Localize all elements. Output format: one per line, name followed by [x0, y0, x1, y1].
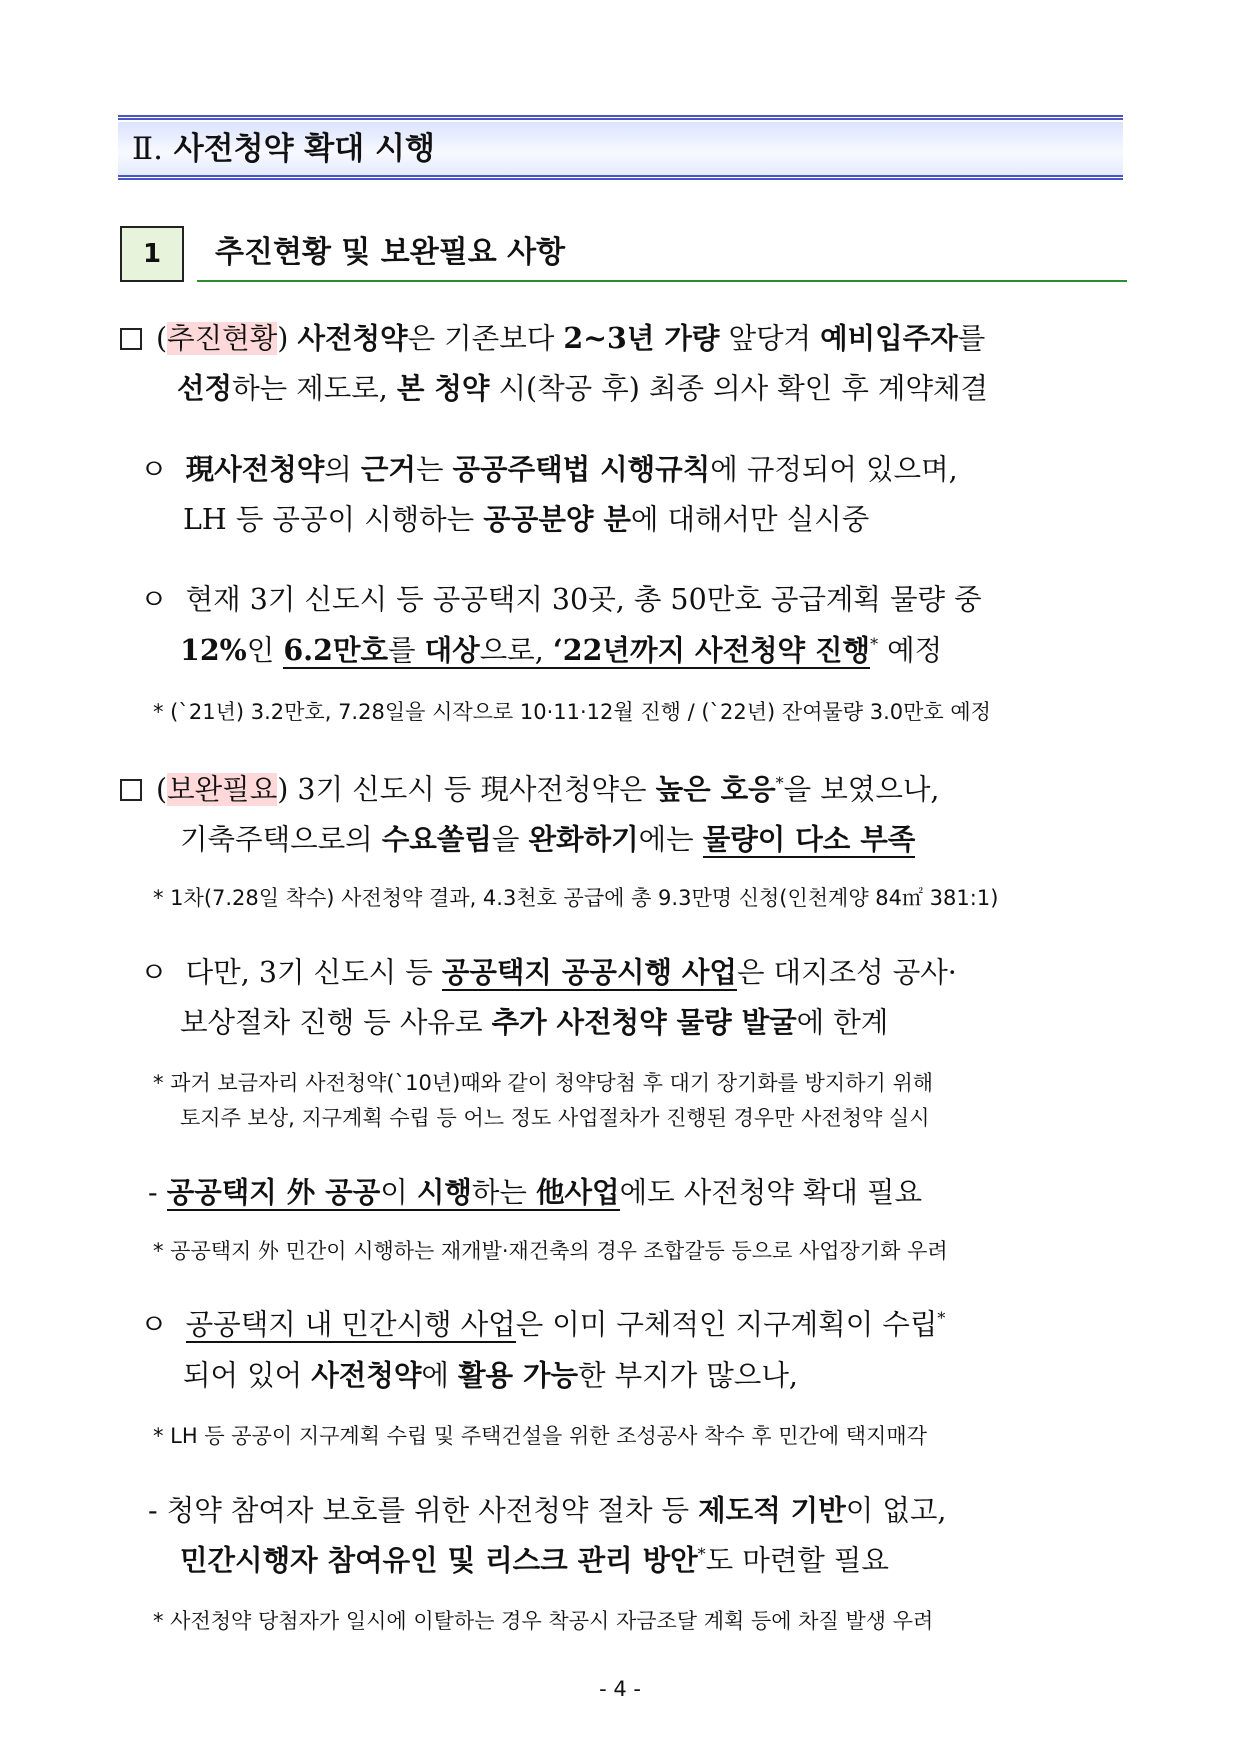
paragraph-basis-line1: ㅇ 現사전청약의 근거는 공공주택법 시행규칙에 규정되어 있으며, [140, 452, 958, 486]
section-title: Ⅱ. 사전청약 확대 시행 [132, 131, 435, 167]
paragraph-other-projects: - 공공택지 外 공공이 시행하는 他사업에도 사전청약 확대 필요 [148, 1175, 923, 1209]
footnote-private: * 공공택지 外 민간이 시행하는 재개발·재건축의 경우 조합갈등 등으로 사업장기화 우려 [153, 1239, 948, 1263]
checkbox-square-icon [120, 328, 142, 350]
paragraph-current-line2: 12%인 6.2만호를 대상으로, ‘22년까지 사전청약 진행* 예정 [180, 633, 943, 667]
section-rule-bottom [118, 175, 1123, 180]
paragraph-status-line1: (추진현황) 사전청약은 기존보다 2~3년 가량 앞당겨 예비입주자를 [120, 316, 985, 361]
subsection-title: 추진현황 및 보완필요 사항 [215, 235, 566, 270]
subsection-number: 1 [120, 226, 184, 282]
paragraph-private-line2: 되어 있어 사전청약에 활용 가능한 부지가 많으나, [183, 1358, 798, 1392]
footnote-lh: * LH 등 공공이 지구계획 수립 및 주택건설을 위한 조성공사 착수 후 민간에 택지매각 [153, 1424, 927, 1448]
footnote-winners: * 사전청약 당첨자가 일시에 이탈하는 경우 착공시 자금조달 계획 등에 차질 발생 우려 [153, 1609, 934, 1633]
subsection-underline [197, 280, 1127, 282]
footnote-past-line2: 토지주 보상, 지구계획 수립 등 어느 정도 사업절차가 진행된 경우만 사전청약 실시 [180, 1106, 930, 1130]
paragraph-protection-line1: - 청약 참여자 보호를 위한 사전청약 절차 등 제도적 기반이 없고, [148, 1493, 947, 1527]
paragraph-however-line1: ㅇ 다만, 3기 신도시 등 공공택지 공공시행 사업은 대지조성 공사· [140, 955, 957, 989]
footnote-schedule: * (`21년) 3.2만호, 7.28일을 시작으로 10·11·12월 진행 / (`22년) 잔여물량 3.0만호 예정 [153, 700, 991, 724]
checkbox-square-icon [120, 779, 142, 801]
paragraph-current-line1: ㅇ 현재 3기 신도시 등 공공택지 30곳, 총 50만호 공급계획 물량 중 [140, 583, 982, 616]
footnote-past-line1: * 과거 보금자리 사전청약(`10년)때와 같이 청약당첨 후 대기 장기화를 방지하기 위해 [153, 1071, 934, 1095]
paragraph-status-line2: 선정하는 제도로, 본 청약 시(착공 후) 최종 의사 확인 후 계약체결 [177, 371, 989, 405]
paragraph-basis-line2: LH 등 공공이 시행하는 공공분양 분에 대해서만 실시중 [183, 502, 870, 536]
section-rule-top [118, 115, 1123, 120]
paragraph-supplement-line1: (보완필요) 3기 신도시 등 現사전청약은 높은 호응*을 보였으나, [120, 767, 939, 812]
page-number: - 4 - [599, 1677, 641, 1701]
paragraph-supplement-line2: 기축주택으로의 수요쏠림을 완화하기에는 물량이 다소 부족 [180, 822, 916, 856]
paragraph-protection-line2: 민간시행자 참여유인 및 리스크 관리 방안*도 마련할 필요 [180, 1543, 889, 1577]
paragraph-private-line1: ㅇ 공공택지 내 민간시행 사업은 이미 구체적인 지구계획이 수립* [140, 1308, 946, 1341]
paragraph-however-line2: 보상절차 진행 등 사유로 추가 사전청약 물량 발굴에 한계 [180, 1005, 889, 1039]
footnote-first-round: * 1차(7.28일 착수) 사전청약 결과, 4.3천호 공급에 총 9.3만명 신청(인천계양 84㎡ 381:1) [153, 886, 999, 910]
